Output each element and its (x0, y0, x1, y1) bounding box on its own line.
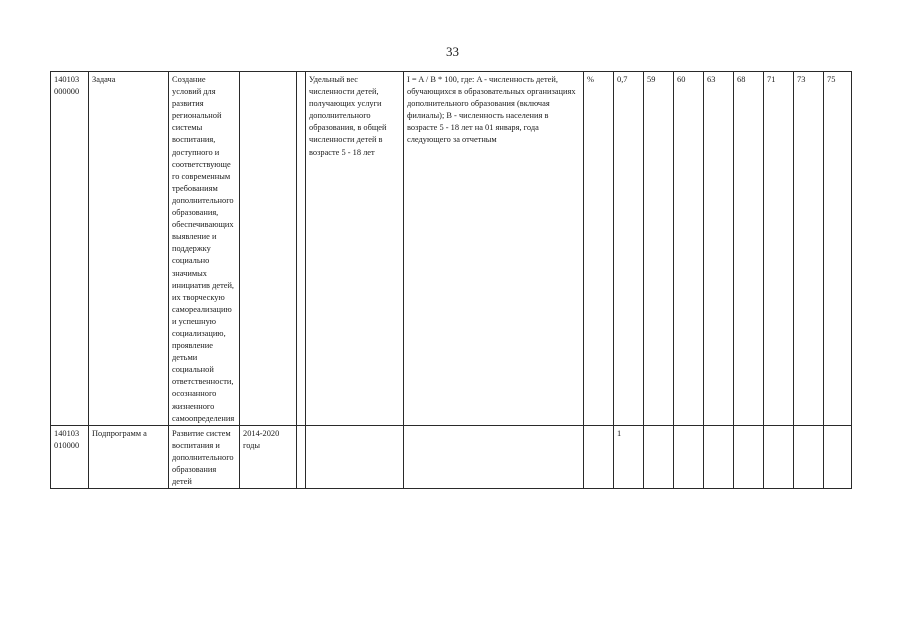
row-value (704, 425, 734, 488)
row-value: 68 (734, 72, 764, 426)
row-value: 60 (674, 72, 704, 426)
row-formula: I = A / B * 100, где: A - численность детей, обучающихся в образовательных организациях дополнительного образования (включая филиалы); B - численность населения в возрасте 5 - 18 лет на 01 января, года следующего за отчетным (404, 72, 584, 426)
row-period (240, 72, 297, 426)
page-number: 33 (446, 44, 459, 59)
table-row (51, 72, 852, 426)
row-code: 140103 000000 (51, 72, 89, 426)
program-indicators-table (50, 71, 852, 489)
row-indicator: Удельный вес численности детей, получающих услуги дополнительного образования, в общей численности детей в возрасте 5 - 18 лет (306, 72, 404, 426)
row-value (764, 425, 794, 488)
row-unit (584, 425, 614, 488)
row-value: 59 (644, 72, 674, 426)
row-value: 1 (614, 425, 644, 488)
row-period: 2014-2020 годы (240, 425, 297, 488)
row-value (644, 425, 674, 488)
row-value (794, 425, 824, 488)
row-code: 140103 010000 (51, 425, 89, 488)
row-blank (297, 425, 306, 488)
row-value (734, 425, 764, 488)
row-type: Задача (89, 72, 169, 426)
row-formula (404, 425, 584, 488)
row-value (824, 425, 852, 488)
row-value (674, 425, 704, 488)
row-value: 73 (794, 72, 824, 426)
row-indicator (306, 425, 404, 488)
row-name: Развитие систем воспитания и дополнительного образования детей (169, 425, 240, 488)
row-type: Подпрограмм а (89, 425, 169, 488)
row-value: 75 (824, 72, 852, 426)
row-blank (297, 72, 306, 426)
row-unit: % (584, 72, 614, 426)
row-value: 0,7 (614, 72, 644, 426)
row-value: 63 (704, 72, 734, 426)
row-name: Создание условий для развития региональной системы воспитания, доступного и соответствующе го современным требованиям дополнительного образования, обеспечивающих выявление и поддержку социально значимых инициатив детей, их творческую самореализацию и успешную социализацию, проявление детьми социальной ответственности, осознанного жизненного самоопределения (169, 72, 240, 426)
row-value: 71 (764, 72, 794, 426)
table-row (51, 425, 852, 488)
